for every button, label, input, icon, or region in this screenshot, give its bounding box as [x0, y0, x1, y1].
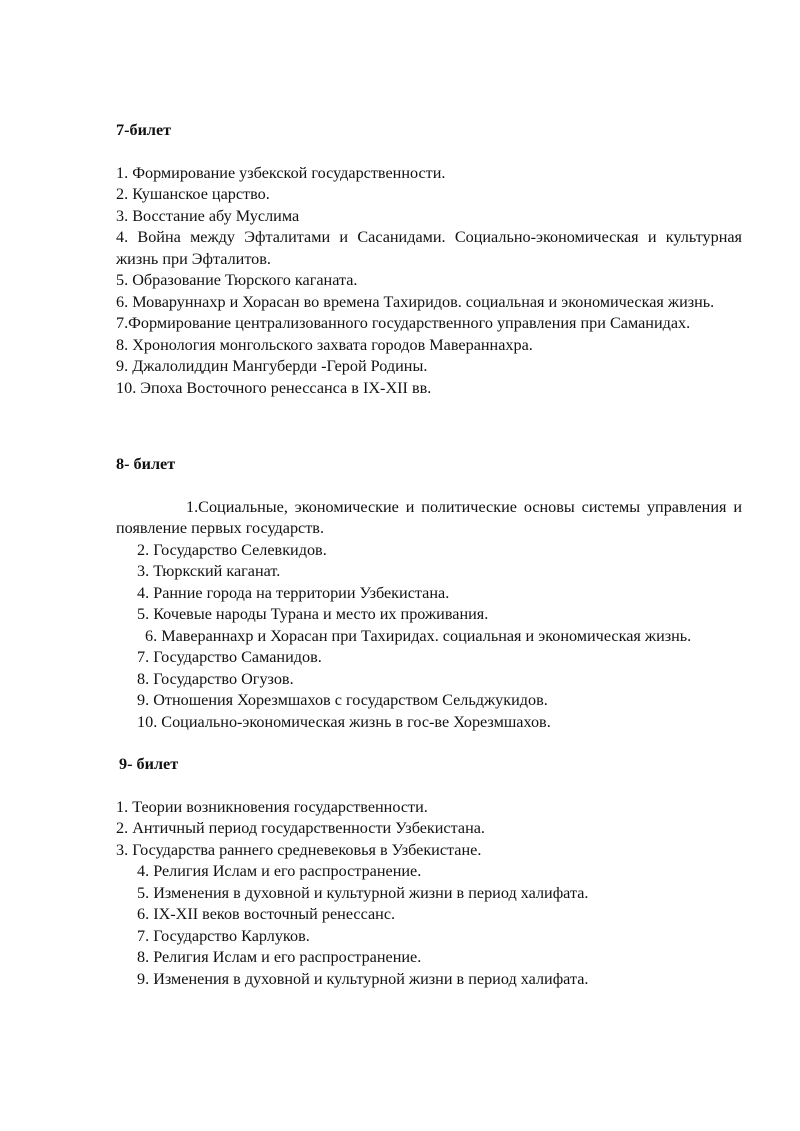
ticket-7-title: 7-билет — [116, 121, 172, 139]
ticket-7-section — [116, 120, 742, 399]
ticket-8-question: 1.Социальные, экономические и политические основы системы управления и появление первых государств. — [116, 497, 742, 537]
ticket-7-question: 2. Кушанское царство. — [116, 185, 270, 203]
ticket-9-question: 5. Изменения в духовной и культурной жизни в период халифата. — [137, 883, 589, 902]
ticket-8-question: 4. Ранние города на территории Узбекистана. — [137, 583, 450, 602]
ticket-9-question: 7. Государство Карлуков. — [137, 926, 310, 945]
ticket-7-question: 1. Формирование узбекской государственности. — [116, 163, 446, 182]
ticket-8-question-list — [116, 497, 742, 734]
ticket-8-section — [116, 454, 742, 733]
ticket-9-question: 8. Религия Ислам и его распространение. — [137, 948, 422, 966]
ticket-8-question: 2. Государство Селевкидов. — [137, 540, 327, 559]
ticket-9-question: 1. Теории возникновения государственности. — [116, 797, 428, 816]
ticket-8-question: 3. Тюркский каганат. — [137, 562, 281, 580]
ticket-7-question: 6. Моваруннахр и Хорасан во времена Тахиридов. социальная и экономическая жизнь. — [116, 292, 715, 311]
ticket-9-title: 9- билет — [119, 755, 179, 773]
ticket-9-question: 6. IX-XII веков восточный ренессанс. — [137, 905, 396, 923]
ticket-7-question: 10. Эпоха Восточного ренессанса в IX-XII вв. — [116, 378, 432, 397]
ticket-8-question: 6. Мавераннахр и Хорасан при Тахиридах. социальная и экономическая жизнь. — [145, 626, 692, 645]
ticket-7-question: 8. Хронология монгольского захвата городов Мавераннахра. — [116, 335, 533, 354]
ticket-9-question-list — [116, 797, 742, 991]
ticket-8-question: 10. Социально-экономическая жизнь в гос-ве Хорезмшахов. — [137, 712, 551, 731]
ticket-7-question: 9. Джалолиддин Мангуберди -Герой Родины. — [116, 357, 428, 375]
ticket-7-question: 3. Восстание абу Муслима — [116, 206, 300, 225]
document-page — [116, 120, 742, 990]
ticket-9-question: 9. Изменения в духовной и культурной жизни в период халифата. — [137, 969, 589, 988]
ticket-9-question: 4. Религия Ислам и его распространение. — [137, 862, 422, 880]
ticket-9-question: 3. Государства раннего средневековья в Узбекистане. — [116, 840, 482, 859]
ticket-8-question: 9. Отношения Хорезмшахов с государством Сельджукидов. — [137, 691, 548, 709]
ticket-8-question: 8. Государство Огузов. — [137, 669, 294, 688]
ticket-9-section — [116, 754, 742, 990]
ticket-7-question: 5. Образование Тюрского каганата. — [116, 271, 358, 289]
ticket-8-title: 8- билет — [116, 455, 176, 473]
ticket-7-question-list — [116, 163, 742, 400]
ticket-9-question: 2. Античный период государственности Узбекистана. — [116, 819, 485, 837]
ticket-7-question: 4. Война между Эфталитами и Сасанидами. Социально-экономическая и культурная жизнь при Эфталитов. — [116, 228, 742, 268]
ticket-7-question: 7.Формирование централизованного государственного управления при Саманидах. — [116, 314, 691, 332]
ticket-8-question: 7. Государство Саманидов. — [137, 648, 322, 666]
ticket-8-question: 5. Кочевые народы Турана и место их проживания. — [137, 605, 489, 623]
